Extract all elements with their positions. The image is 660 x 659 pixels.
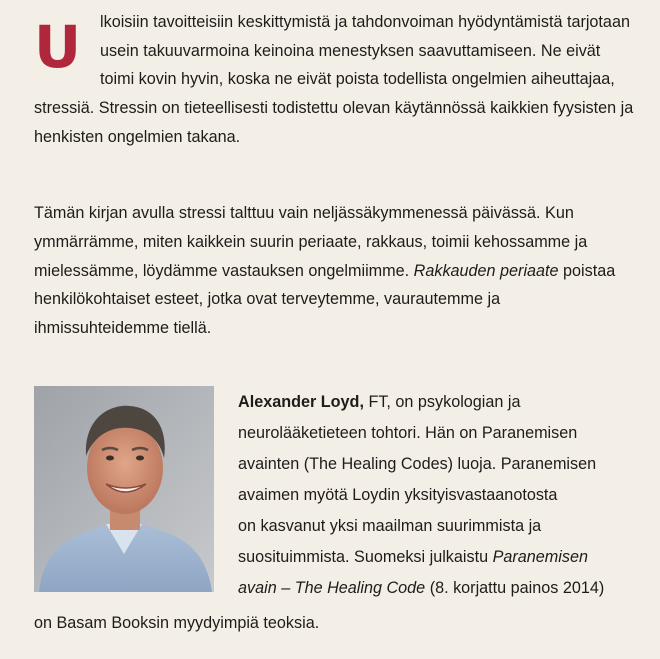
author-photo: [34, 386, 214, 592]
author-bio-line-5: on kasvanut yksi maailman suurimmista ja: [238, 517, 542, 535]
book-description-paragraph: [34, 199, 634, 343]
intro-paragraph-text: lkoisiin tavoitteisiin keskittymistä ja tahdonvoiman hyödyntämistä tarjotaan usein takuuvarmoina keinoina menestyksen saavuttamiseen. Ne eivät toimi kovin hyvin, koska ne eivät poista todellista ongelmien aiheuttajaa, stressiä. Stressin on tieteellisesti todistettu olevan käytännössä kaikkien fyysisten ja henkisten ongelmien takana.: [34, 13, 634, 146]
intro-paragraph: [34, 8, 634, 152]
author-bio-line-8: on Basam Booksin myydyimpiä teoksia.: [34, 614, 320, 632]
author-portrait-illustration: [34, 386, 214, 592]
author-name: Alexander Loyd,: [238, 393, 364, 411]
bio-line-7-italic: avain – The Healing Code: [238, 579, 426, 597]
bio-line-6-text: suosituimmista. Suomeksi julkaistu: [238, 548, 489, 566]
bio-line-7-text: (8. korjattu painos 2014): [429, 579, 605, 597]
drop-cap-letter: U: [34, 13, 82, 81]
author-bio-line-4: avaimen myötä Loydin yksityisvastaanotosta: [238, 486, 558, 504]
author-bio-line-7: [238, 578, 604, 598]
bio-line-6-italic: Paranemisen: [492, 548, 588, 566]
author-bio-line-1: [238, 392, 521, 412]
description-text-before: Tämän kirjan avulla stressi talttuu vain neljässäkymmenessä päivässä. Kun ymmärrämme, miten kaikkein suurin periaate, rakkaus, toimii kehossamme ja mielessämme, löydämme vastauksen ongelmiimme.: [34, 204, 588, 280]
book-title-italic: Rakkauden periaate: [413, 261, 559, 280]
author-bio-line-3: avainten (The Healing Codes) luoja. Paranemisen: [238, 455, 597, 473]
author-bio-line-2: neurolääketieteen tohtori. Hän on Paranemisen: [238, 424, 578, 442]
description-text-after: poistaa henkilökohtaiset esteet, jotka ovat terveytemme, vaurautemme ja ihmissuhteidemme tiellä.: [34, 261, 616, 338]
bio-line-1-rest: FT, on psykologian ja: [368, 393, 521, 411]
author-bio-line-6: [238, 547, 588, 567]
